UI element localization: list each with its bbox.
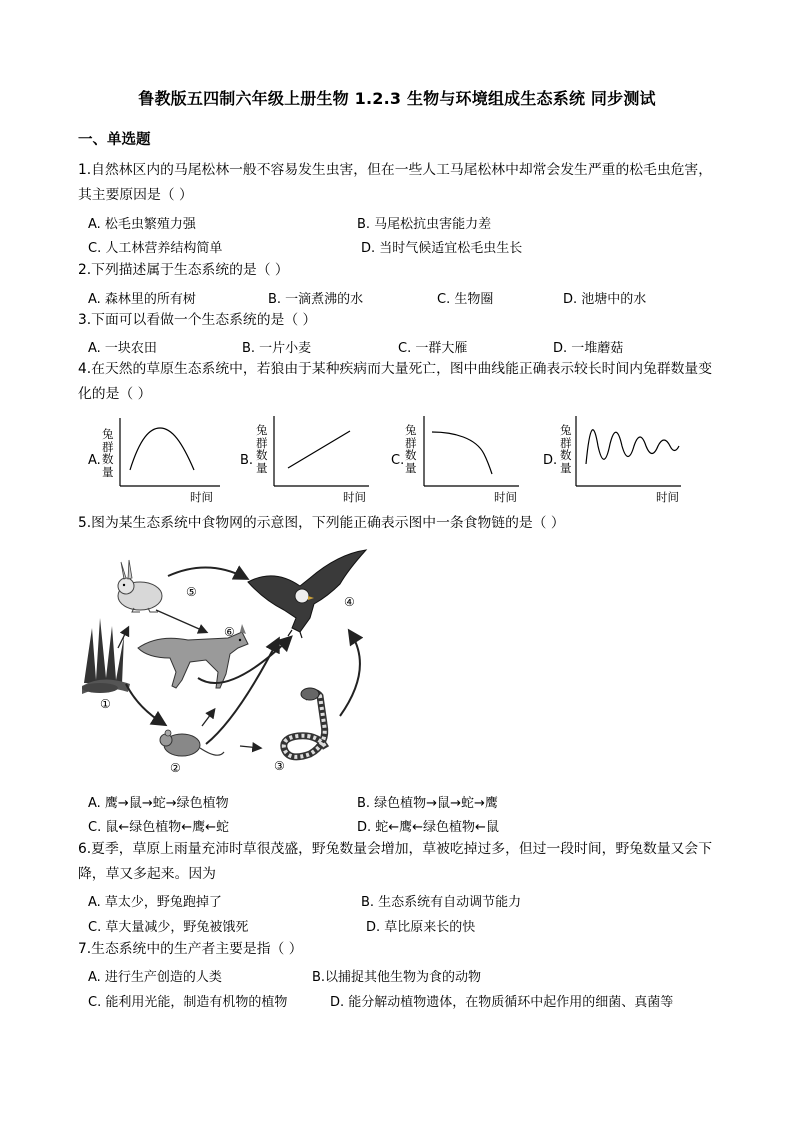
question-4-line2: 化的是（ ）: [78, 386, 152, 402]
q3-option-d[interactable]: D. 一堆蘑菇: [553, 341, 624, 356]
question-3-line1: 3.下面可以看做一个生态系统的是（ ）: [78, 312, 317, 328]
question-6-line2: 降，草又多起来。因为: [78, 866, 216, 882]
q2-option-c[interactable]: C. 生物圈: [437, 292, 494, 307]
section-heading: 一、单选题: [78, 132, 151, 148]
q4-d-ylabel: 兔群数量: [560, 423, 572, 475]
question-7-line1: 7.生态系统中的生产者主要是指（ ）: [78, 941, 303, 957]
question-1-line1: 1.自然林区内的马尾松林一般不容易发生虫害，但在一些人工马尾松林中却常会发生严重的松毛虫危害，: [78, 162, 713, 178]
q1-option-b[interactable]: B. 马尾松抗虫害能力差: [357, 217, 492, 232]
q6-option-d[interactable]: D. 草比原来长的快: [366, 920, 476, 935]
q5-option-b[interactable]: B. 绿色植物→鼠→蛇→鹰: [357, 796, 498, 811]
mouse-icon: [160, 730, 224, 756]
eagle-icon: [248, 550, 366, 638]
food-web-diagram: [78, 548, 378, 778]
plant-icon: [82, 618, 130, 694]
q4-graph-a[interactable]: [120, 418, 220, 494]
snake-icon: [284, 688, 326, 757]
q4-graph-d[interactable]: [576, 416, 686, 492]
q4-b-ylabel: 兔群数量: [256, 423, 268, 475]
q6-option-c[interactable]: C. 草大量减少，野兔被饿死: [88, 920, 249, 935]
q7-option-b[interactable]: B.以捕捉其他生物为食的动物: [312, 970, 482, 985]
question-1-line2: 其主要原因是（ ）: [78, 187, 193, 203]
q4-b-xlabel: 时间: [343, 490, 366, 504]
question-7: [78, 937, 718, 962]
node-3-label: ③: [274, 759, 285, 773]
q2-option-a[interactable]: A. 森林里的所有树: [88, 292, 196, 307]
q4-option-b-label[interactable]: B.: [240, 453, 254, 468]
node-2-label: ②: [170, 761, 181, 775]
question-2: [78, 258, 718, 283]
question-5-line1: 5.图为某生态系统中食物网的示意图，下列能正确表示图中一条食物链的是（ ）: [78, 515, 565, 531]
q4-graph-c-plot: [424, 416, 524, 488]
q2-option-b[interactable]: B. 一滴煮沸的水: [268, 292, 364, 307]
q3-option-b[interactable]: B. 一片小麦: [242, 341, 312, 356]
q4-a-ylabel: 兔群数量: [102, 427, 114, 479]
question-6: [78, 837, 728, 887]
q4-graph-d-plot: [576, 416, 686, 488]
q1-option-a[interactable]: A. 松毛虫繁殖力强: [88, 217, 196, 232]
q7-option-c[interactable]: C. 能利用光能，制造有机物的植物: [88, 995, 288, 1010]
q4-option-a-label[interactable]: A.: [88, 453, 101, 468]
question-3: [78, 308, 718, 333]
q4-a-xlabel: 时间: [190, 490, 213, 504]
question-5: [78, 511, 718, 536]
q4-graph-c[interactable]: [424, 416, 524, 492]
q3-option-a[interactable]: A. 一块农田: [88, 341, 157, 356]
node-6-label: ⑥: [224, 625, 235, 639]
q5-option-c[interactable]: C. 鼠←绿色植物←鹰←蛇: [88, 820, 230, 835]
question-4: [78, 357, 728, 407]
q7-option-a[interactable]: A. 进行生产创造的人类: [88, 970, 222, 985]
question-1: [78, 158, 718, 208]
page-title: 鲁教版五四制六年级上册生物 1.2.3 生物与环境组成生态系统 同步测试: [138, 89, 656, 108]
q1-option-c[interactable]: C. 人工林营养结构简单: [88, 241, 223, 256]
question-2-line1: 2.下列描述属于生态系统的是（ ）: [78, 262, 289, 278]
food-web-svg: [78, 548, 378, 778]
q6-option-b[interactable]: B. 生态系统有自动调节能力: [361, 895, 522, 910]
q1-option-d[interactable]: D. 当时气候适宜松毛虫生长: [361, 241, 523, 256]
q4-d-xlabel: 时间: [656, 490, 679, 504]
question-6-line1: 6.夏季，草原上雨量充沛时草很茂盛，野兔数量会增加，草被吃掉过多，但过一段时间，野兔数量又会下: [78, 841, 713, 857]
q5-option-d[interactable]: D. 蛇←鹰←绿色植物←鼠: [357, 820, 499, 835]
q4-option-d-label[interactable]: D.: [543, 453, 558, 468]
q4-graph-a-plot: [120, 418, 220, 490]
node-4-label: ④: [344, 595, 355, 609]
q6-option-a[interactable]: A. 草太少，野兔跑掉了: [88, 895, 222, 910]
q4-c-ylabel: 兔群数量: [405, 423, 417, 475]
q3-option-c[interactable]: C. 一群大雁: [398, 341, 468, 356]
q4-graph-b-plot: [274, 416, 374, 488]
node-5-label: ⑤: [186, 585, 197, 599]
q7-option-d[interactable]: D. 能分解动植物遗体，在物质循环中起作用的细菌、真菌等: [330, 995, 674, 1010]
q4-c-xlabel: 时间: [494, 490, 517, 504]
question-4-line1: 4.在天然的草原生态系统中，若狼由于某种疾病而大量死亡，图中曲线能正确表示较长时间内兔群数量变: [78, 361, 713, 377]
node-1-label: ①: [100, 697, 111, 711]
q5-option-a[interactable]: A. 鹰→鼠→蛇→绿色植物: [88, 796, 229, 811]
q4-graph-b[interactable]: [274, 416, 374, 492]
q2-option-d[interactable]: D. 池塘中的水: [563, 292, 647, 307]
q4-option-c-label[interactable]: C.: [391, 453, 405, 468]
rabbit-icon: [118, 560, 162, 612]
